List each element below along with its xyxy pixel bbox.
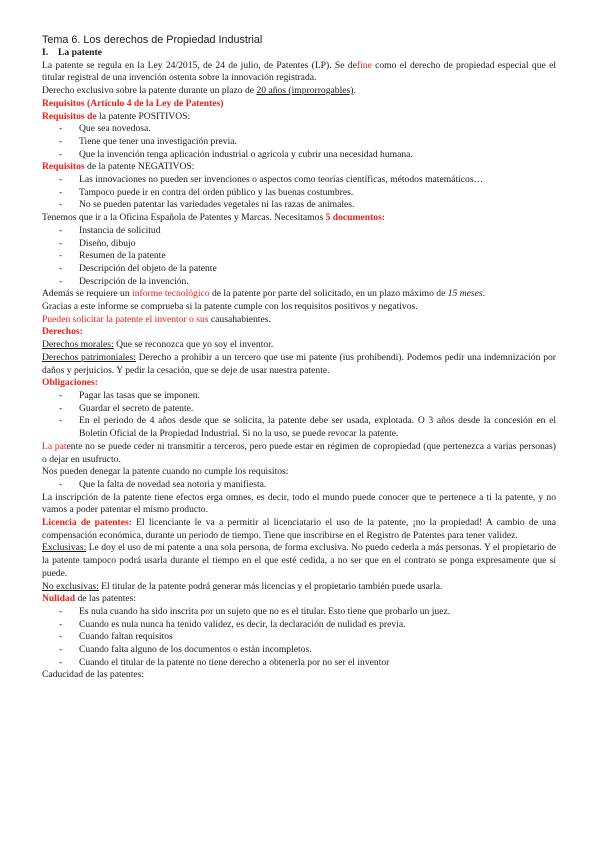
oficina-paragraph: Tenemos que ir a la Oficina Española de Patentes y Marcas. Necesitamos 5 documentos: bbox=[42, 212, 386, 224]
list-item: - No se pueden patentar las variedades vegetales ni las razas de animales. bbox=[42, 199, 556, 212]
plazo-paragraph: Derecho exclusivo sobre la patente durante un plazo de 20 años (improrrogables). bbox=[42, 85, 356, 97]
cesion-paragraph: La patente no se puede ceder ni transmitir a terceros, pero puede estar en régimen de copropiedad (que pertenezca a varias personas) o dejar en usufructo. bbox=[42, 440, 556, 465]
list-item: - En el periodo de 4 años desde que se solicita, la patente debe ser usada, explotada. O 3 años desde la concesión en el Boletín Oficial de la Propiedad Industrial. Si no la uso, se puede revocar la patente. bbox=[42, 415, 556, 440]
list-item: - Que sea novedosa. bbox=[42, 123, 556, 136]
section-heading bbox=[42, 47, 556, 60]
list-item: - Cuando el titular de la patente no tiene derecho a obtenerla por no ser el inventor bbox=[42, 657, 556, 670]
nulidad-list bbox=[42, 606, 556, 670]
intro-paragraph: La patente se regula en la Ley 24/2015, de 24 de julio, de Patentes (LP). Se define como el derecho de propiedad especial que el titular registral de una invención ostenta sobre la innovación registrada. bbox=[42, 59, 557, 84]
exclusivas-paragraph: Exclusivas: Le doy el uso de mi patente a una sola persona, de forma exclusiva. No puedo cederla a más personas. Y el propietario de la patente tampoco podrá usarla durante el tiempo en el que esté cedida, a no ser que en el contrato se ponga expresamente que sí puede. bbox=[42, 542, 556, 579]
list-item: - Cuando faltan requisitos bbox=[42, 631, 556, 644]
list-item: - Cuando es nula nunca ha tenido validez, es decir, la declaración de nulidad es previa. bbox=[42, 619, 556, 632]
list-item: - Cuando falta alguno de los documentos o están incompletos. bbox=[42, 644, 556, 657]
caducidad-label: Caducidad de las patentes: bbox=[42, 669, 145, 681]
requisitos-positivos-label: Requisitos de la patente POSITIVOS: bbox=[42, 110, 191, 122]
list-item: - Descripción de la invención. bbox=[42, 276, 556, 289]
list-item: - Instancia de solicitud bbox=[42, 225, 556, 238]
document-title: Tema 6. Los derechos de Propiedad Industrial bbox=[42, 34, 263, 46]
list-item: - Tiene que tener una investigación previa. bbox=[42, 136, 556, 149]
list-item: - Resumen de la patente bbox=[42, 250, 556, 263]
list-item: - Que la invención tenga aplicación industrial o agrícola y cubrir una necesidad humana. bbox=[42, 149, 556, 162]
informe-paragraph: Además se requiere un informe tecnológico de la patente por parte del solicitado, en un plazo máximo de 15 meses. bbox=[42, 288, 486, 300]
list-item: - Diseño, dibujo bbox=[42, 238, 556, 251]
list-item: - Pagar las tasas que se imponen. bbox=[42, 390, 556, 403]
documentos-list bbox=[42, 225, 556, 289]
derechos-heading: Derechos: bbox=[42, 326, 83, 338]
requisitos-heading: Requisitos (Artículo 4 de la Ley de Patentes) bbox=[42, 97, 224, 109]
requisitos-positivos-list bbox=[42, 123, 556, 161]
denegar-paragraph: Nos pueden denegar la patente cuando no cumple los requisitos: bbox=[42, 466, 289, 478]
no-exclusivas-paragraph: No exclusivas: El titular de la patente podrá generar más licencias y el propietario también puede usarla. bbox=[42, 580, 443, 592]
solicitantes-paragraph: Pueden solicitar la patente el inventor o sus causahabientes. bbox=[42, 313, 271, 325]
list-item: - Que la falta de novedad sea notoria y manifiesta. bbox=[42, 479, 556, 492]
document-page bbox=[42, 34, 556, 682]
obligaciones-heading: Obligaciones: bbox=[42, 377, 98, 389]
informe-check-paragraph: Gracias a este informe se comprueba si la patente cumple con los requisitos positivos y negativos. bbox=[42, 301, 418, 313]
list-item: - Es nula cuando ha sido inscrita por un sujeto que no es el titular. Esto tiene que probarlo un juez. bbox=[42, 606, 556, 619]
obligaciones-list bbox=[42, 390, 556, 441]
nulidad-label: Nulidad de las patentes: bbox=[42, 593, 137, 605]
derechos-morales: Derechos morales: Que se reconozca que yo soy el inventor. bbox=[42, 339, 274, 351]
list-item: - Tampoco puede ir en contra del orden público y las buenas costumbres. bbox=[42, 187, 556, 200]
list-item: - Guardar el secreto de patente. bbox=[42, 403, 556, 416]
list-item: - Las innovaciones no pueden ser invenciones o aspectos como teorías científicas, métodos matemáticos… bbox=[42, 174, 556, 187]
licencia-paragraph: Licencia de patentes: El licenciante le va a permitir al licenciatario el uso de la patente, ¡no la propiedad! A cambio de una compensación económica, durante un periodo de tiempo. Tiene que inscribirse en el Registro de Patentes para tener validez. bbox=[42, 517, 556, 541]
denegar-list bbox=[42, 479, 556, 492]
derechos-patrimoniales: Derechos patrimoniales: Derecho a prohibir a un tercero que use mi patente (ius prohibendi). Podemos pedir una indemnización por daños y perjuicios. Y pedir la cesación, que se deje de usar nuestra patente. bbox=[42, 351, 556, 376]
section-number: I. bbox=[42, 47, 49, 58]
requisitos-negativos-list bbox=[42, 174, 556, 212]
inscripcion-paragraph: La inscripción de la patente tiene efectos erga omnes, es decir, todo el mundo puede conocer que te pertenece a ti la patente, y no vamos a poder patentar el mismo producto. bbox=[42, 491, 556, 516]
list-item: - Descripción del objeto de la patente bbox=[42, 263, 556, 276]
requisitos-negativos-label: Requisitos de la patente NEGATIVOS: bbox=[42, 161, 195, 173]
section-title: La patente bbox=[58, 47, 102, 58]
